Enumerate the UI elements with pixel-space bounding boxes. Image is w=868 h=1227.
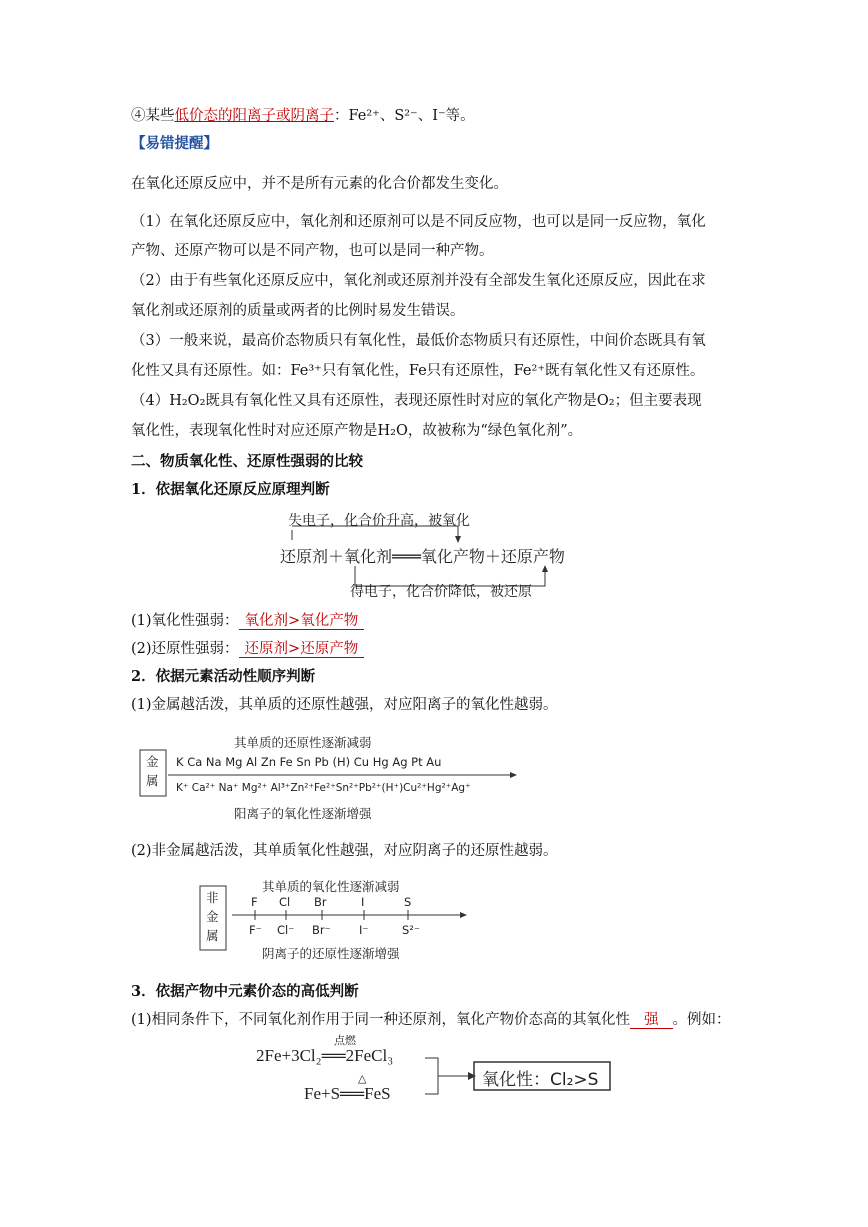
text: (1)相同条件下，不同氧化剂作用于同一种还原剂，氧化产物价态高的其氧化性 xyxy=(131,1012,631,1028)
nonmetal-element-f: F xyxy=(251,895,258,909)
nonmetal-ion-s: S²⁻ xyxy=(402,923,420,937)
metal-ions: K⁺ Ca²⁺ Na⁺ Mg²⁺ Al³⁺Zn²⁺Fe²⁺Sn²⁺Pb²⁺(H⁺)Cu²⁺Hg²⁺Ag⁺ xyxy=(176,782,471,794)
label: (2)还原性强弱： xyxy=(131,641,239,657)
subsection-heading: 2．依据元素活动性顺序判断 xyxy=(131,668,316,685)
paragraph: (2)非金属越活泼，其单质氧化性越强，对应阴离子的还原性越弱。 xyxy=(131,843,558,859)
nonmetal-ion-i: I⁻ xyxy=(359,923,369,937)
text: 。例如： xyxy=(672,1012,731,1028)
valence-line xyxy=(131,1010,751,1030)
text: ：Fe²⁺、S²⁻、I⁻等。 xyxy=(334,108,475,124)
paragraph: 化性又具有还原性。如：Fe³⁺只有氧化性，Fe只有还原性，Fe²⁺既有氧化性又有还原性。 xyxy=(131,363,705,379)
metal-top-label: 其单质的还原性逐渐减弱 xyxy=(234,735,372,750)
highlight-text: 低价态的阳离子或阴离子 xyxy=(174,108,334,124)
metal-box-label: 金属 xyxy=(146,754,159,788)
paragraph: （2）由于有些氧化还原反应中，氧化剂或还原剂并没有全部发生氧化还原反应，因此在求 xyxy=(131,273,706,289)
nonmetal-ion-br: Br⁻ xyxy=(312,923,331,937)
nonmetal-element-br: Br xyxy=(314,895,327,909)
redox-top-label: 失电子，化合价升高，被氧化 xyxy=(288,513,470,529)
nonmetal-ion-f: F⁻ xyxy=(249,923,262,937)
paragraph: 产物、还原产物可以是不同产物，也可以是同一种产物。 xyxy=(131,243,494,259)
metal-activity-diagram xyxy=(138,730,528,826)
nonmetal-bottom-label: 阴离子的还原性逐渐增强 xyxy=(262,946,400,961)
paragraph: （3）一般来说，最高价态物质只有氧化性，最低价态物质只有还原性，中间价态既具有氧 xyxy=(131,333,706,349)
redox-diagram xyxy=(260,506,600,604)
text: ④某些 xyxy=(131,108,175,124)
nonmetal-top-label: 其单质的氧化性逐渐减弱 xyxy=(262,879,400,894)
condition-heat: △ xyxy=(358,1072,367,1085)
nonmetal-activity-diagram xyxy=(198,874,473,966)
redox-bottom-label: 得电子，化合价降低，被还原 xyxy=(350,584,532,600)
subsection-heading: 3．依据产物中元素价态的高低判断 xyxy=(131,983,359,1000)
oxidizing-strength-line xyxy=(131,611,741,631)
condition-ignite: 点燃 xyxy=(334,1034,356,1047)
nonmetal-ion-cl: Cl⁻ xyxy=(277,923,295,937)
metal-bottom-label: 阳离子的氧化性逐渐增强 xyxy=(234,806,372,821)
tip-heading: 【易错提醒】 xyxy=(131,135,218,152)
nonmetal-element-i: I xyxy=(361,895,365,909)
paragraph: 氧化性，表现氧化性时对应还原产物是H₂O，故被称为“绿色氧化剂”。 xyxy=(131,423,583,439)
paragraph: (1)金属越活泼，其单质的还原性越强，对应阳离子的氧化性越弱。 xyxy=(131,697,558,713)
nonmetal-element-cl: Cl xyxy=(279,895,291,909)
equation-fe-cl2: 2Fe+3Cl₂══2FeCl₃ xyxy=(256,1046,394,1065)
conclusion-box: 氧化性：Cl₂>S xyxy=(482,1070,599,1090)
paragraph: 在氧化还原反应中，并不是所有元素的化合价都发生变化。 xyxy=(131,176,508,192)
answer-blank: 还原剂>还原产物 xyxy=(239,641,365,658)
metal-elements: K Ca Na Mg Al Zn Fe Sn Pb (H) Cu Hg Ag Pt Au xyxy=(176,755,442,769)
answer-blank: 氧化剂>氧化产物 xyxy=(239,613,365,630)
answer-blank: 强 xyxy=(630,1012,673,1029)
subsection-heading: 1．依据氧化还原反应原理判断 xyxy=(131,481,330,498)
paragraph: 氧化剂或还原剂的质量或两者的比例时易发生错误。 xyxy=(131,303,465,319)
section-heading: 二、物质氧化性、还原性强弱的比较 xyxy=(131,453,363,470)
line-low-valence xyxy=(131,106,741,126)
reaction-diagram xyxy=(250,1030,620,1110)
reducing-strength-line xyxy=(131,639,741,659)
redox-equation: 还原剂＋氧化剂═══氧化产物＋还原产物 xyxy=(280,547,565,566)
paragraph: （1）在氧化还原反应中，氧化剂和还原剂可以是不同反应物，也可以是同一反应物，氧化 xyxy=(131,214,706,230)
equation-fe-s: Fe+S══FeS xyxy=(304,1084,391,1103)
nonmetal-box-label: 非金属 xyxy=(206,890,219,943)
label: (1)氧化性强弱： xyxy=(131,613,239,629)
paragraph: （4）H₂O₂既具有氧化性又具有还原性，表现还原性时对应的氧化产物是O₂；但主要表现 xyxy=(131,393,702,409)
nonmetal-element-s: S xyxy=(404,895,412,909)
